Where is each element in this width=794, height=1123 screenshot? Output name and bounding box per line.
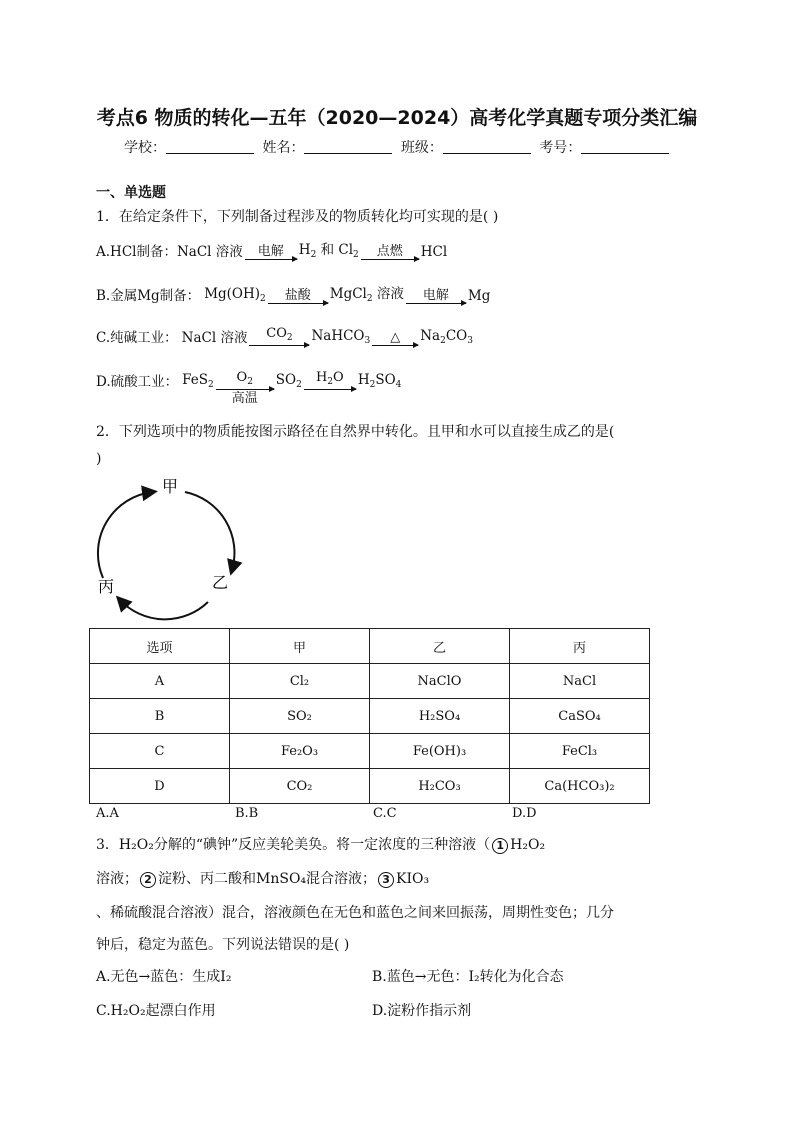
- q2-options-table: [89, 628, 650, 804]
- table-cell: CO₂: [230, 769, 370, 804]
- cycle-diagram: [90, 470, 250, 630]
- option-label: C.纯碱工业：: [96, 330, 178, 346]
- cycle-label-jia: 甲: [162, 477, 179, 496]
- reactant: FeS$_2$: [182, 372, 214, 390]
- school-label: 学校：: [124, 140, 166, 156]
- name-blank[interactable]: [304, 139, 392, 154]
- cycle-arc-yi-bing: [120, 600, 208, 619]
- q1-option-d: [96, 370, 402, 406]
- option-label: D.硫酸工业：: [96, 374, 179, 390]
- table-cell: Fe(OH)₃: [370, 734, 510, 769]
- reactant: NaCl 溶液: [181, 330, 248, 346]
- circled-number-2: 2: [140, 872, 156, 888]
- q1-stem: 1．在给定条件下，下列制备过程涉及的物质转化均可实现的是( ): [96, 209, 499, 225]
- product: NaHCO$_3$: [311, 328, 371, 346]
- q2-stem-cont: ): [96, 451, 102, 467]
- q2-answer-b[interactable]: B.B: [235, 806, 259, 821]
- class-label: 班级：: [400, 140, 443, 156]
- table-cell: Cl₂: [230, 664, 370, 699]
- table-cell: A: [90, 664, 230, 699]
- q1-option-c: [96, 326, 473, 346]
- table-cell: NaClO: [370, 664, 510, 699]
- table-cell: Ca(HCO₃)₂: [510, 769, 650, 804]
- page-title: 考点6 物质的转化—五年（2020—2024）高考化学真题专项分类汇编: [96, 107, 698, 129]
- reaction-arrow: 盐酸: [268, 289, 328, 304]
- product: $H_2$ 和 $Cl_2$: [298, 242, 359, 260]
- table-row: [90, 664, 650, 699]
- table-cell: SO₂: [230, 699, 370, 734]
- q3-option-a[interactable]: A.无色→蓝色：生成I₂: [96, 969, 232, 985]
- class-blank[interactable]: [443, 139, 531, 154]
- cycle-arc-jia-yi: [185, 492, 234, 570]
- table-cell: 甲: [230, 629, 370, 664]
- q2-stem: 2．下列选项中的物质能按图示路径在自然界中转化。且甲和水可以直接生成乙的是(: [96, 424, 615, 440]
- q3-option-d[interactable]: D.淀粉作指示剂: [372, 1003, 472, 1019]
- table-cell: CaSO₄: [510, 699, 650, 734]
- cycle-label-yi: 乙: [212, 573, 229, 592]
- q3-line4: 钟后，稳定为蓝色。下列说法错误的是( ): [96, 937, 350, 953]
- reaction-arrow: $CO_2$: [249, 327, 309, 346]
- product: HCl: [420, 244, 448, 260]
- q2-answer-a[interactable]: A.A: [96, 806, 119, 821]
- table-cell: H₂SO₄: [370, 699, 510, 734]
- option-label: B.金属Mg制备：: [96, 288, 201, 304]
- table-cell: D: [90, 769, 230, 804]
- product: $Na_2CO_3$: [420, 328, 473, 346]
- reaction-arrow: $O_2$ 高温: [216, 371, 274, 390]
- reaction-arrow: △: [372, 331, 418, 346]
- table-cell: FeCl₃: [510, 734, 650, 769]
- table-row: [90, 734, 650, 769]
- q2-answer-d[interactable]: D.D: [512, 806, 537, 821]
- section-heading: 一、单选题: [96, 185, 166, 201]
- q1-option-a: [96, 238, 447, 260]
- q3-option-c[interactable]: C.H₂O₂起漂白作用: [96, 1003, 216, 1019]
- table-row: [90, 769, 650, 804]
- cycle-label-bing: 丙: [98, 577, 115, 596]
- q3-line3: 、稀硫酸混合溶液）混合，溶液颜色在无色和蓝色之间来回振荡，周期性变色；几分: [96, 905, 614, 921]
- product: $H_2SO_4$: [357, 372, 402, 390]
- q3-option-b[interactable]: B.蓝色→无色：I₂转化为化合态: [372, 969, 564, 985]
- table-cell: 选项: [90, 629, 230, 664]
- reaction-arrow: 点燃: [361, 245, 419, 260]
- cycle-arc-bing-jia: [98, 492, 152, 578]
- table-header-row: [90, 629, 650, 664]
- reactant: NaCl 溶液: [176, 244, 243, 260]
- reaction-arrow: 电解: [406, 289, 466, 304]
- number-blank[interactable]: [581, 139, 669, 154]
- table-cell: C: [90, 734, 230, 769]
- table-cell: Fe₂O₃: [230, 734, 370, 769]
- reaction-arrow: $H_2O$: [304, 371, 356, 390]
- table-cell: 丙: [510, 629, 650, 664]
- school-blank[interactable]: [166, 139, 254, 154]
- table-cell: B: [90, 699, 230, 734]
- q3-line1: 3．H₂O₂分解的“碘钟”反应美轮美奂。将一定浓度的三种溶液（ 1 H₂O₂: [96, 837, 546, 853]
- table-cell: H₂CO₃: [370, 769, 510, 804]
- table-row: [90, 699, 650, 734]
- q1-option-b: [96, 282, 490, 304]
- q2-answer-c[interactable]: C.C: [373, 806, 397, 821]
- q3-line2: 溶液； 2 淀粉、丙二酸和MnSO₄混合溶液； 3 KIO₃: [96, 871, 430, 887]
- reactant: $Mg(OH)_2$: [204, 286, 266, 304]
- table-cell: 乙: [370, 629, 510, 664]
- product: Mg: [467, 288, 491, 304]
- student-info-line: [124, 137, 673, 157]
- table-cell: NaCl: [510, 664, 650, 699]
- product: $SO_2$: [275, 372, 302, 390]
- name-label: 姓名：: [262, 140, 305, 156]
- reaction-arrow: 电解: [245, 245, 297, 260]
- number-label: 考号：: [539, 140, 582, 156]
- option-label: A.HCl制备：: [96, 244, 177, 260]
- product: MgCl$_2$ 溶液: [329, 286, 404, 304]
- circled-number-1: 1: [492, 838, 508, 854]
- circled-number-3: 3: [378, 872, 394, 888]
